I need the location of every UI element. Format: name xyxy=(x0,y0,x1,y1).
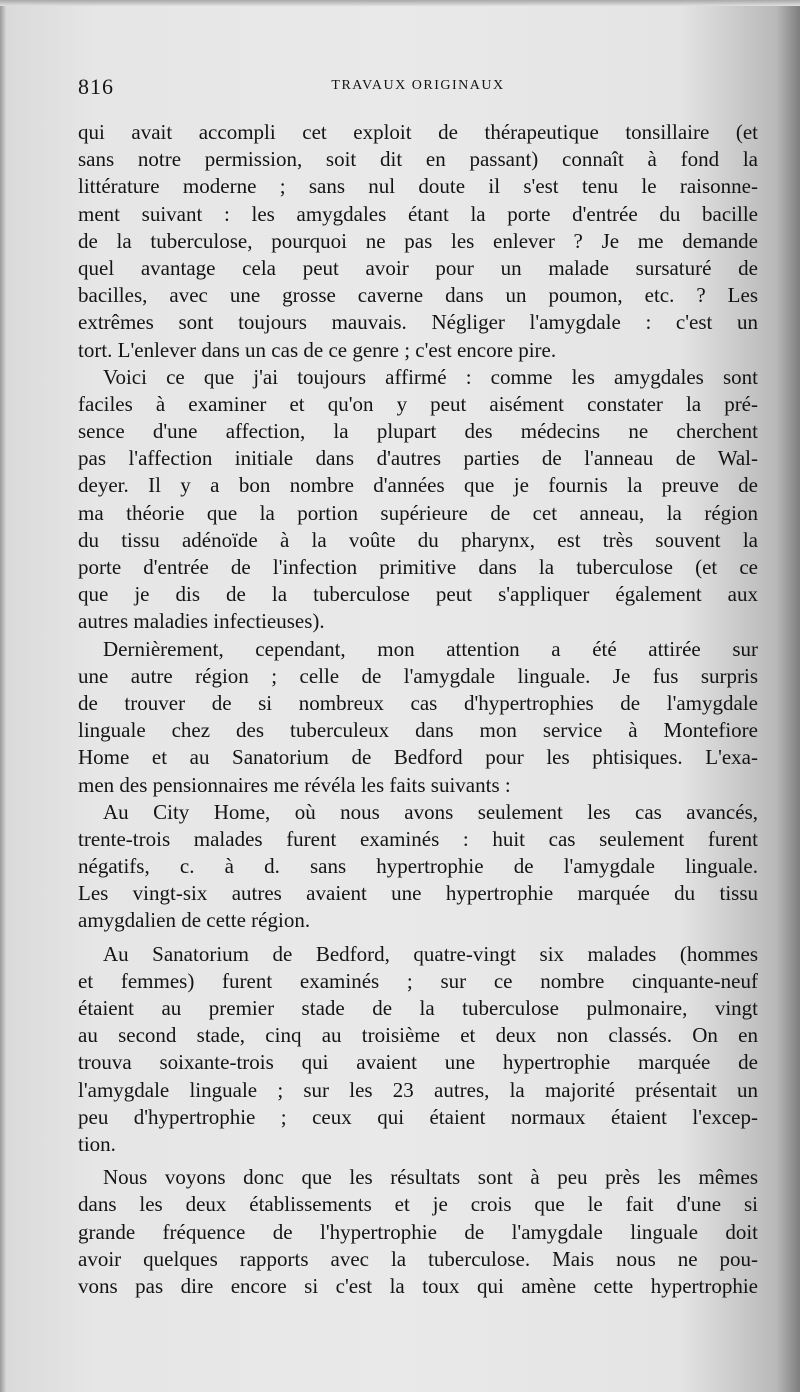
text-line: qui avait accompli cet exploit de thérapeutique tonsillaire (et xyxy=(78,120,758,144)
text-line: dans les deux établissements et je crois que le fait d'une si xyxy=(78,1192,758,1217)
text-line: tort. L'enlever dans un cas de ce genre ; c'est encore pire. xyxy=(78,337,557,362)
text-line: faciles à examiner et qu'on y peut aisément constater la pré- xyxy=(78,391,758,416)
text-line: men des pensionnaires me révéla les faits suivants : xyxy=(78,772,511,797)
body-text xyxy=(78,119,758,1300)
page-header xyxy=(78,74,758,104)
text-line: ment suivant : les amygdales étant la porte d'entrée du bacille xyxy=(78,201,758,226)
text-line: une autre région ; celle de l'amygdale linguale. Je fus surpris xyxy=(78,663,758,688)
text-line: avoir quelques rapports avec la tuberculose. Mais nous ne pou- xyxy=(78,1246,758,1271)
text-line: Nous voyons donc que les résultats sont à peu près les mêmes xyxy=(103,1165,758,1190)
text-line: grande fréquence de l'hypertrophie de l'amygdale linguale doit xyxy=(78,1219,758,1244)
text-line: ma théorie que la portion supérieure de cet anneau, la région xyxy=(78,500,758,525)
text-line: autres maladies infectieuses). xyxy=(78,609,325,634)
text-line: Les vingt-six autres avaient une hypertrophie marquée du tissu xyxy=(78,881,758,906)
text-line: Au Sanatorium de Bedford, quatre-vingt six malades (hommes xyxy=(103,941,758,966)
text-line: littérature moderne ; sans nul doute il s'est tenu le raisonne- xyxy=(78,174,758,199)
text-line: bacilles, avec une grosse caverne dans un poumon, etc. ? Les xyxy=(78,283,758,308)
text-line: du tissu adénoïde à la voûte du pharynx, est très souvent la xyxy=(78,527,758,552)
text-line: que je dis de la tuberculose peut s'appliquer également aux xyxy=(78,582,758,607)
text-line: trouva soixante-trois qui avaient une hypertrophie marquée de xyxy=(78,1050,758,1075)
paragraph xyxy=(78,941,758,1159)
text-line: de trouver de si nombreux cas d'hypertrophies de l'amygdale xyxy=(78,690,758,715)
text-line: trente-trois malades furent examinés : huit cas seulement furent xyxy=(78,826,758,851)
paragraph xyxy=(78,1164,758,1300)
text-line: l'amygdale linguale ; sur les 23 autres, la majorité présentait un xyxy=(78,1077,758,1102)
text-line: porte d'entrée de l'infection primitive dans la tuberculose (et ce xyxy=(78,555,758,579)
text-line: tion. xyxy=(78,1131,116,1156)
text-line: au second stade, cinq au troisième et deux non classés. On en xyxy=(78,1023,758,1048)
text-line: quel avantage cela peut avoir pour un malade sursaturé de xyxy=(78,255,758,280)
text-line: peu d'hypertrophie ; ceux qui étaient normaux étaient l'excep- xyxy=(78,1104,758,1129)
text-line: négatifs, c. à d. sans hypertrophie de l'amygdale linguale. xyxy=(78,854,758,879)
text-line: de la tuberculose, pourquoi ne pas les enlever ? Je me demande xyxy=(78,228,758,253)
text-line: étaient au premier stade de la tuberculose pulmonaire, vingt xyxy=(78,996,758,1020)
paragraph xyxy=(78,636,758,799)
paragraph xyxy=(78,119,758,364)
text-line: Voici ce que j'ai toujours affirmé : comme les amygdales sont xyxy=(103,364,758,389)
text-line: extrêmes sont toujours mauvais. Négliger l'amygdale : c'est un xyxy=(78,310,758,335)
running-head: TRAVAUX ORIGINAUX xyxy=(331,78,505,93)
text-line: Dernièrement, cependant, mon attention a été attirée sur xyxy=(103,636,758,661)
text-line: pas l'affection initiale dans d'autres parties de l'anneau de Wal- xyxy=(78,446,758,471)
text-line: amygdalien de cette région. xyxy=(78,908,311,933)
text-line: sans notre permission, soit dit en passant) connaît à fond la xyxy=(78,147,758,172)
page-number: 816 xyxy=(78,74,114,99)
paragraph xyxy=(78,799,758,935)
text-line: vons pas dire encore si c'est la toux qui amène cette hypertrophie xyxy=(78,1273,758,1298)
text-line: linguale chez des tuberculeux dans mon service à Montefiore xyxy=(78,718,758,743)
text-line: deyer. Il y a bon nombre d'années que je fournis la preuve de xyxy=(78,473,758,498)
text-line: sence d'une affection, la plupart des médecins ne cherchent xyxy=(78,419,758,444)
paragraph xyxy=(78,364,758,636)
text-line: et femmes) furent examinés ; sur ce nombre cinquante-neuf xyxy=(78,968,758,993)
text-line: Home et au Sanatorium de Bedford pour les phtisiques. L'exa- xyxy=(78,745,758,770)
text-line: Au City Home, où nous avons seulement les cas avancés, xyxy=(103,799,758,824)
